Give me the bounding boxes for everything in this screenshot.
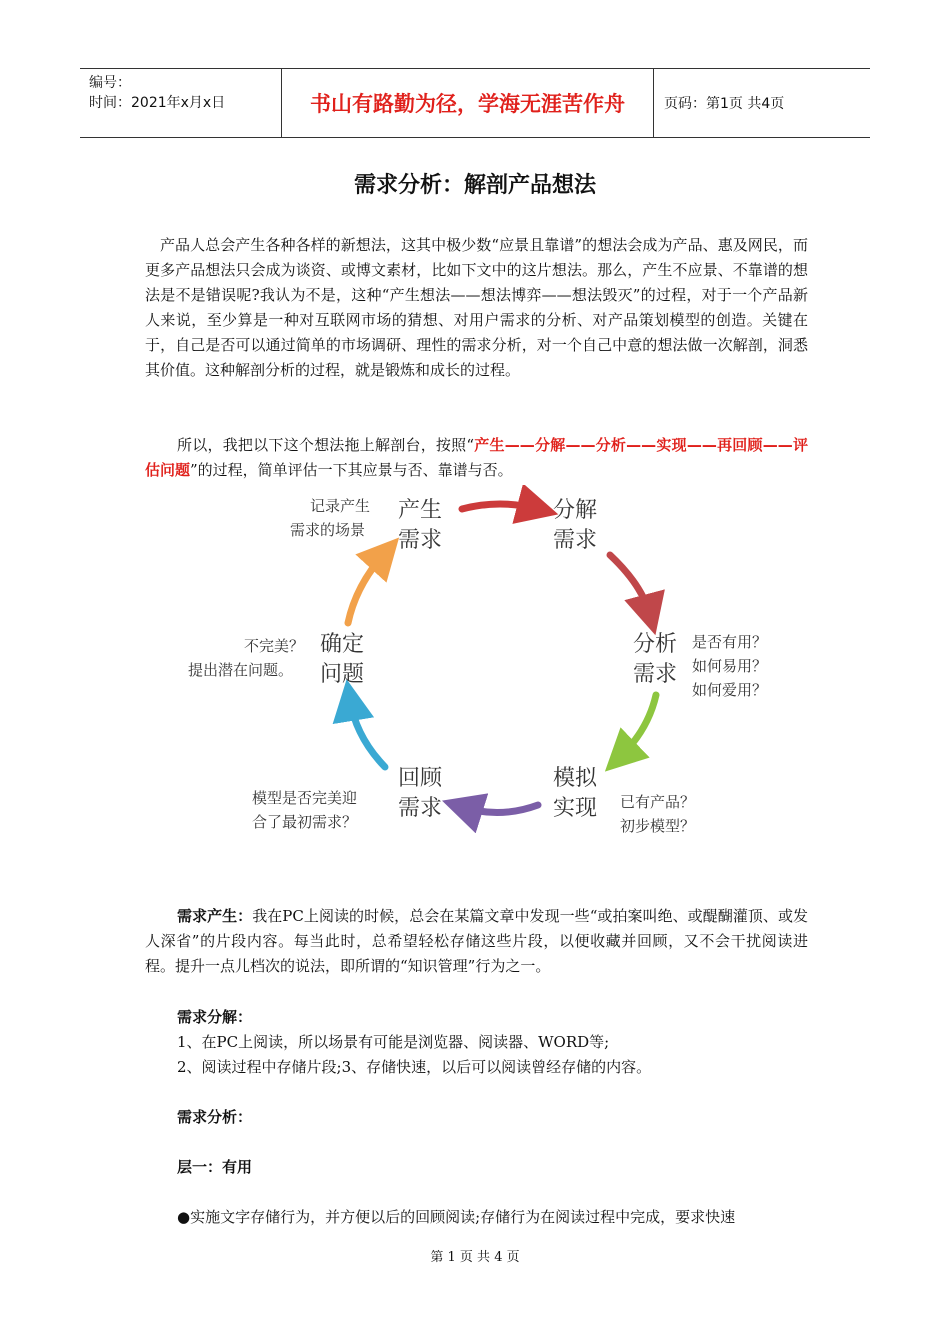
need-origin-paragraph — [145, 904, 808, 979]
stage-decompose-line1: 分解 — [553, 498, 598, 523]
decompose-item-2: 2、阅读过程中存储片段;3、存储快速，以后可以阅读曾经存储的内容。 — [177, 1058, 652, 1076]
intro-paragraph: 产品人总会产生各种各样的新想法，这其中极少数“应景且靠谱”的想法会成为产品、惠及网民，而更多产品想法只会成为谈资、或博文素材，比如下文中的这片想法。那么，产生不应景、不靠谱的想法是不是错误呢?我认为不是，这种“产生想法——想法博弈——想法毁灭”的过程，对于一个产品新人来说，至少算是一种对互联网市场的猜想、对用户需求的分析、对产品策划模型的创造。关键在于，自己是否可以通过简单的市场调研、理性的需求分析，对一个自己中意的想法做一次解剖，洞悉其价值。这种解剖分析的过程，就是锻炼和成长的过程。 — [145, 236, 808, 379]
stage-produce-line1: 产生 — [398, 498, 443, 523]
stage-analyze-note1: 是否有用？ — [692, 633, 768, 651]
page-footer: 第 1 页 共 4 页 — [430, 1250, 520, 1265]
stage-simulate-line2: 实现 — [553, 796, 598, 821]
method-paragraph — [145, 433, 808, 483]
stage-decompose-line2: 需求 — [553, 528, 598, 553]
level1-label: 层一：有用 — [177, 1158, 253, 1176]
stage-confirm-note1: 不完美？ — [244, 637, 305, 655]
need-origin-label: 需求产生： — [177, 907, 253, 925]
arrow-simulate-to-review — [462, 805, 538, 813]
page-header — [80, 68, 870, 138]
stage-confirm-line1: 确定 — [320, 632, 365, 657]
cycle-svg — [180, 485, 800, 845]
stage-produce-note1: 记录产生 — [310, 497, 371, 515]
stage-review-line1: 回顾 — [398, 766, 443, 791]
stage-simulate-note1: 已有产品？ — [620, 793, 696, 811]
time-label: 时间：2021年x月x日 — [89, 95, 226, 111]
decompose-label: 需求分解： — [177, 1008, 253, 1026]
arrow-confirm-to-produce — [348, 553, 385, 623]
decompose-item-1: 1、在PC上阅读，所以场景有可能是浏览器、阅读器、WORD等; — [177, 1033, 610, 1051]
need-origin-text: 我在PC上阅读的时候，总会在某篇文章中发现一些“或拍案叫绝、或醍醐灌顶、或发人深省”的片段内容。每当此时，总希望轻松存储这些片段，以便收藏并回顾，又不会干扰阅读进程。提升一点儿档次的说法，即所谓的“知识管理”行为之一。 — [145, 907, 808, 975]
stage-produce-note2: 需求的场景 — [290, 521, 366, 539]
header-motto: 书山有路勤为径，学海无涯苦作舟 — [282, 69, 654, 137]
stage-simulate-note2: 初步模型？ — [620, 817, 696, 835]
header-meta — [80, 69, 282, 137]
stage-analyze-note2: 如何易用？ — [692, 657, 768, 675]
document-title: 需求分析：解剖产品想法 — [353, 173, 596, 198]
bullet-1: ●实施文字存储行为，并方便以后的回顾阅读;存储行为在阅读过程中完成，要求快速 — [177, 1208, 736, 1226]
arrow-review-to-confirm — [350, 700, 385, 767]
stage-confirm-line2: 问题 — [320, 662, 365, 687]
stage-confirm-note2: 提出潜在问题。 — [188, 661, 294, 679]
stage-simulate-line1: 模拟 — [553, 766, 598, 791]
stage-review-note1: 模型是否完美迎 — [252, 789, 358, 807]
arrow-decompose-to-analyze — [610, 555, 650, 615]
arrow-analyze-to-simulate — [620, 695, 656, 757]
stage-review-note2: 合了最初需求？ — [252, 813, 358, 831]
stage-analyze-line1: 分析 — [633, 632, 678, 657]
arrow-produce-to-decompose — [462, 504, 538, 509]
header-page-code: 页码：第1页 共4页 — [664, 96, 785, 112]
method-suffix: ”的过程，简单评估一下其应景与否、靠谱与否。 — [190, 461, 513, 479]
number-label: 编号： — [89, 75, 131, 91]
stage-analyze-note3: 如何爱用？ — [692, 681, 768, 699]
stage-review-line2: 需求 — [398, 796, 443, 821]
stage-analyze-line2: 需求 — [633, 662, 678, 687]
analysis-label: 需求分析： — [177, 1108, 253, 1126]
process-cycle-diagram — [180, 485, 800, 845]
method-prefix: 所以，我把以下这个想法拖上解剖台，按照“ — [177, 436, 475, 454]
stage-produce-line2: 需求 — [398, 528, 443, 553]
method-highlight: 产生——分解——分析——实现——再回顾——评估问题 — [145, 436, 808, 479]
